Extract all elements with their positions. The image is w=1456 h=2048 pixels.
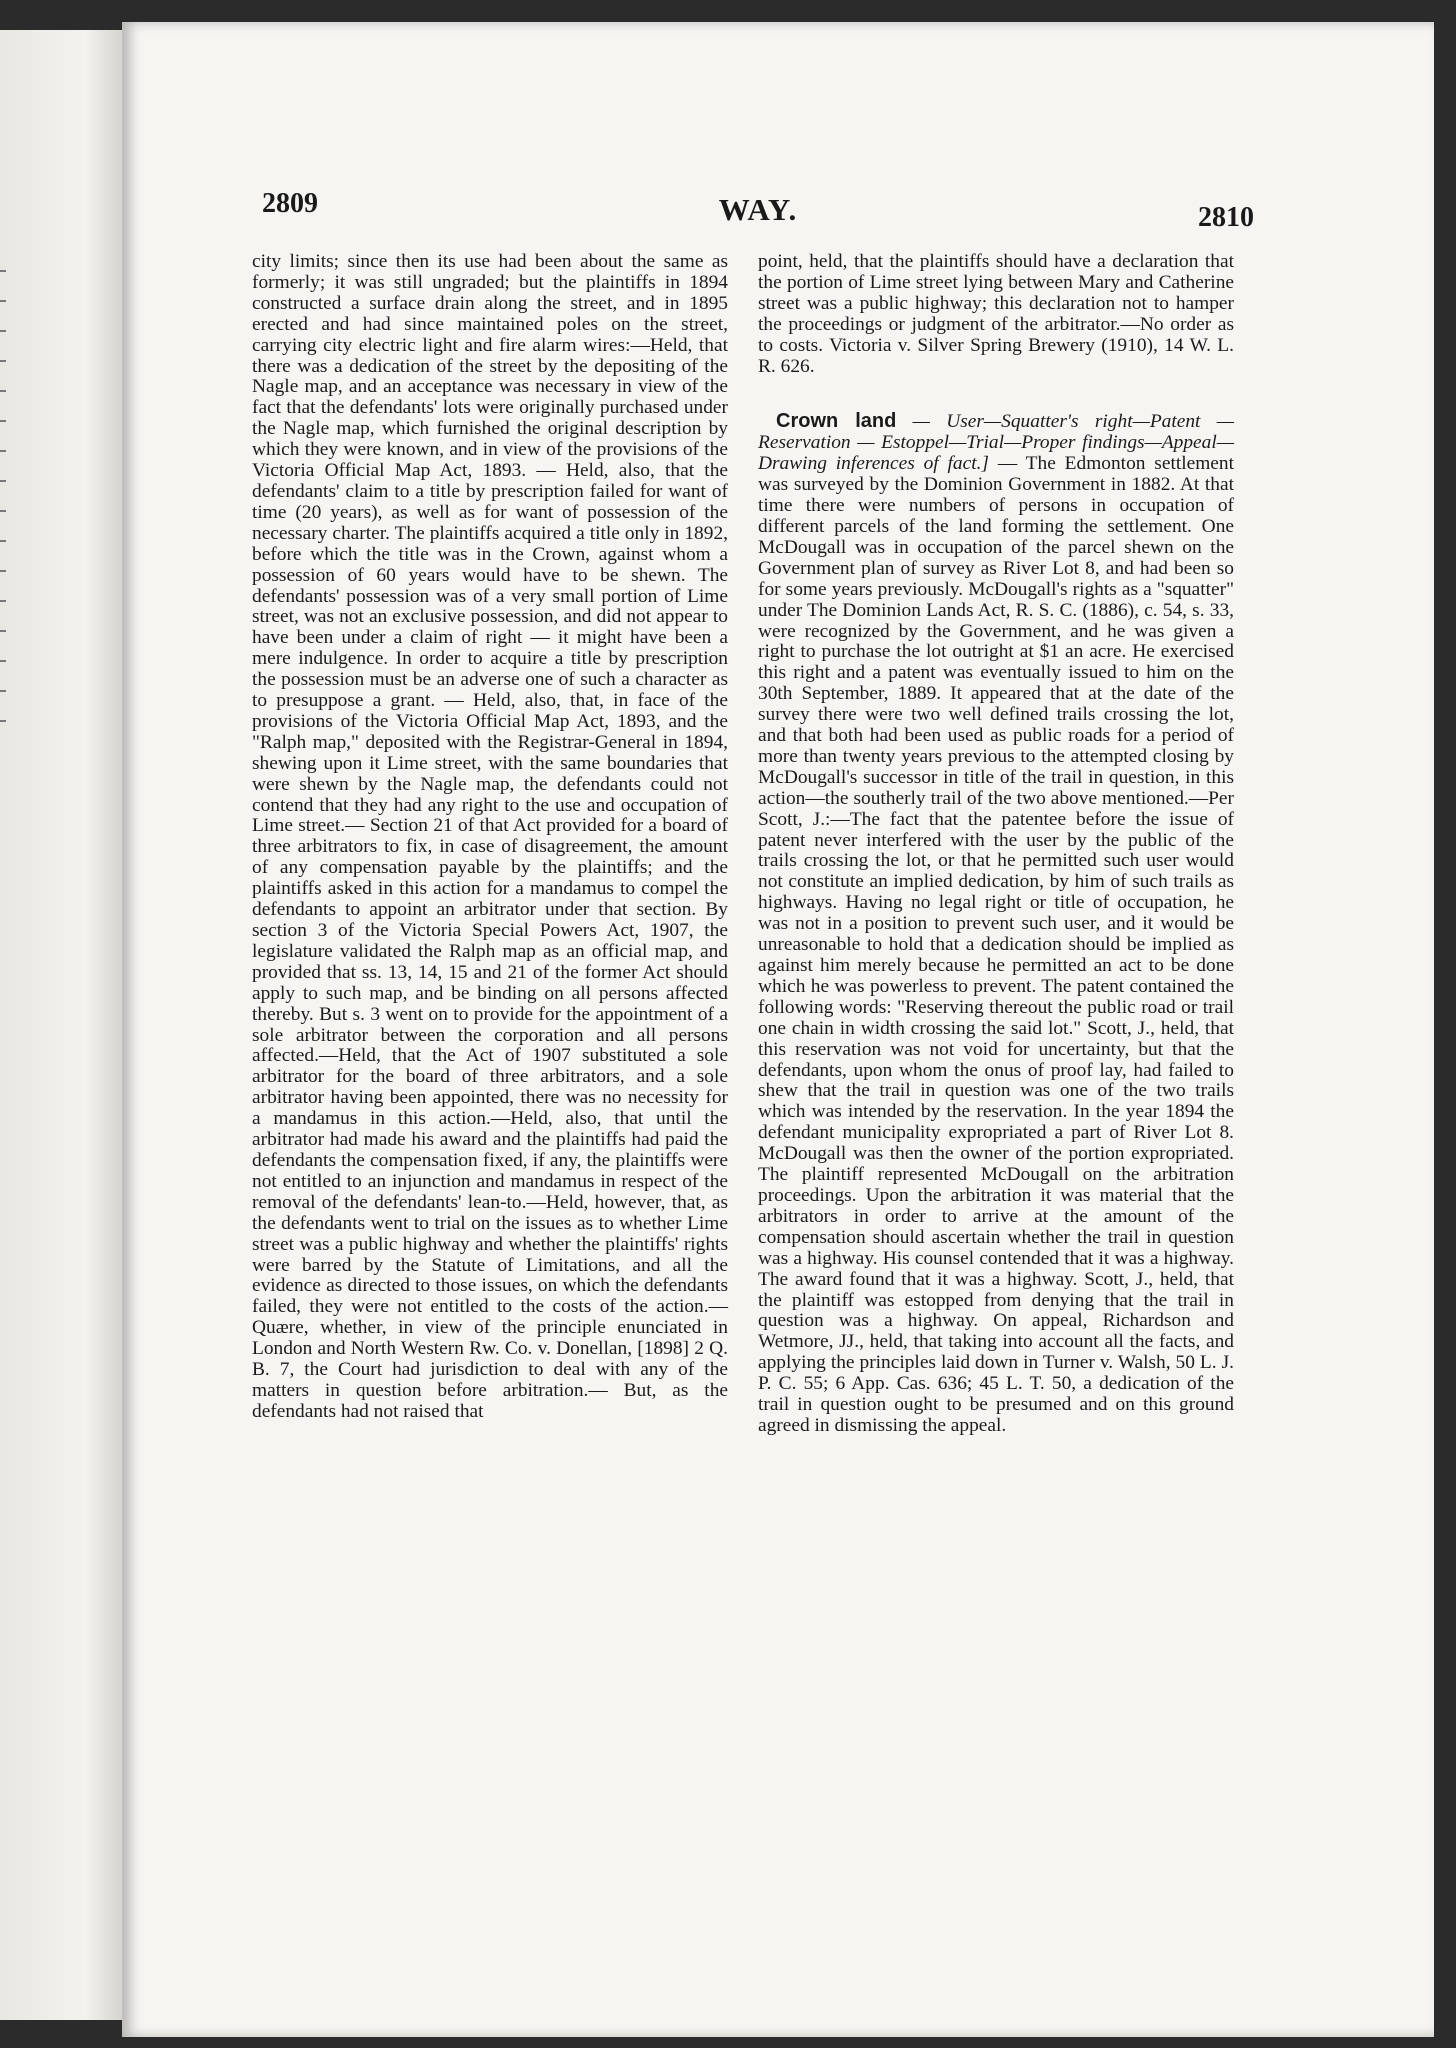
entry-text: — The Edmonton settlement was surveyed by the Dominion Government in 1882. At that time there were numbers of persons in occupation of different parcels of the land forming the settlement. One McDougall was in occupation of the parcel shewn on the Government plan of survey as River Lot 8, and had been so for some years previously. McDougall's rights as a "squatter" under The Dominion Lands Act, R. S. C. (1886), c. 54, s. 33, were recognized by the Government, and he was given a right to purchase the lot outright at $1 an acre. He exercised this right and a patent was eventually issued to him on the 30th September, 1889. It appeared that at the date of the survey there were two well defined trails crossing the lot, and that both had been used as public roads for a period of more than twenty years previous to the attempted closing by McDougall's successor in title of the trail in question, in this action—the southerly trail of the two above mentioned.—Per Scott, J.:—The fact that the patentee before the issue of patent never interfered with the user by the public of the trails crossing the lot, or that he permitted such user would not constitute an implied dedication, by him of such trails as highways. Having no legal right or title of occupation, he was not in a position to prevent such user, and it would be unreasonable to hold that a dedication should be implied as against him merely because he permitted an act to be done which he was powerless to prevent. The patent contained the following words: "Reserving thereout the public road or trail one chain in width crossing the said lot." Scott, J., held, that this reservation was not void for uncertainty, but that the defendants, upon whom the onus of proof lay, had failed to shew that the trail in question was one of the two trails which was intended by the reservation. In the year 1894 the defendant municipality expropriated a part of River Lot 8. McDougall was then the owner of the portion expropriated. The plaintiff represented McDougall on the arbitration proceedings. Upon the arbitration it was material that the arbitrators in order to arrive at the amount of the compensation should ascertain whether the trail in question was a highway. His counsel contended that it was a highway. The award found that it was a highway. Scott, J., held, that the plaintiff was estopped from denying that the trail in question was a highway. On appeal, Richardson and Wetmore, JJ., held, that taking into account all the facts, and applying the principles laid down in Turner v. Walsh, 50 L. J. P. C. 55; 6 App. Cas. 636; 45 L. T. 50, a dedication of the trail in question ought to be presumed and on this ground agreed in dismissing the appeal. bbox=[758, 453, 1234, 1436]
continuation-paragraph: point, held, that the plaintiffs should have a declaration that the portion of Lime street lying between Mary and Catherine street was a public highway; this declaration not to hamper the proceedings or judgment of the arbitrator.—No order as to costs. Victoria v. Silver Spring Brewery (1910), 14 W. L. R. 626. bbox=[758, 251, 1234, 377]
left-page-number: 2809 bbox=[262, 188, 318, 219]
book-page bbox=[122, 22, 1434, 2037]
running-title: WAY. bbox=[718, 192, 798, 227]
entry-heading: Crown land bbox=[776, 410, 897, 433]
page-header bbox=[262, 172, 1254, 232]
right-page-number: 2810 bbox=[1198, 202, 1254, 233]
entry-subjects: — User—Squatter's right—Patent — Reservation — Estoppel—Trial—Proper findings—Appeal—Drawing inferences of fact.] bbox=[758, 411, 1234, 475]
facing-page-edge bbox=[0, 30, 122, 2020]
left-column-text: city limits; since then its use had been about the same as formerly; it was still ungraded; but the plaintiffs in 1894 constructed a surface drain along the street, and in 1895 erected and had since maintained poles on the street, carrying city electric light and fire alarm wires:—Held, that there was a dedication of the street by the depositing of the Nagle map, and an acceptance was necessary in view of the fact that the defendants' lots were originally purchased under the Nagle map, which furnished the original description by which they were known, and in view of the provisions of the Victoria Official Map Act, 1893. — Held, also, that the defendants' claim to a title by prescription failed for want of time (20 years), as well as for want of possession of the necessary charter. The plaintiffs acquired a title only in 1892, before which the title was in the Crown, against whom a possession of 60 years would have to be shewn. The defendants' possession was of a very small portion of Lime street, was not an exclusive possession, and did not appear to have been under a claim of right — it might have been a mere indulgence. In order to acquire a title by prescription the possession must be an adverse one of such a character as to presuppose a grant. — Held, also, that, in face of the provisions of the Victoria Official Map Act, 1893, and the "Ralph map," deposited with the Registrar-General in 1894, shewing upon it Lime street, with the same boundaries that were shewn by the Nagle map, the defendants could not contend that they had any right to the use and occupation of Lime street.— Section 21 of that Act provided for a board of three arbitrators to fix, in case of disagreement, the amount of any compensation payable by the plaintiffs; and the plaintiffs asked in this action for a mandamus to compel the defendants to appoint an arbitrator under that section. By section 3 of the Victoria Special Powers Act, 1907, the legislature validated the Ralph map as an official map, and provided that ss. 13, 14, 15 and 21 of the former Act should apply to such map, and be binding on all persons affected thereby. But s. 3 went on to provide for the appointment of a sole arbitrator between the corporation and all persons affected.—Held, that the Act of 1907 substituted a sole arbitrator for the board of three arbitrators, and a sole arbitrator having been appointed, there was no necessity for a mandamus in this action.—Held, also, that until the arbitrator had made his award and the plaintiffs had paid the defendants the compensation fixed, if any, the plaintiffs were not entitled to an injunction and mandamus in respect of the removal of the defendants' lean-to.—Held, however, that, as the defendants went to trial on the issues as to whether Lime street was a public highway and whether the plaintiffs' rights were barred by the Statute of Limitations, and all the evidence as directed to those issues, on which the defendants failed, they were not entitled to the costs of the action.— Quære, whether, in view of the principle enunciated in London and North Western Rw. Co. v. Donellan, [1898] 2 Q. B. 7, the Court had jurisdiction to deal with any of the matters in question before arbitration.— But, as the defendants had not raised that bbox=[252, 251, 728, 1422]
right-column bbox=[758, 252, 1234, 1437]
facing-page-text-fragments bbox=[0, 270, 20, 750]
crown-land-entry bbox=[758, 411, 1234, 1436]
left-column bbox=[252, 252, 728, 1423]
